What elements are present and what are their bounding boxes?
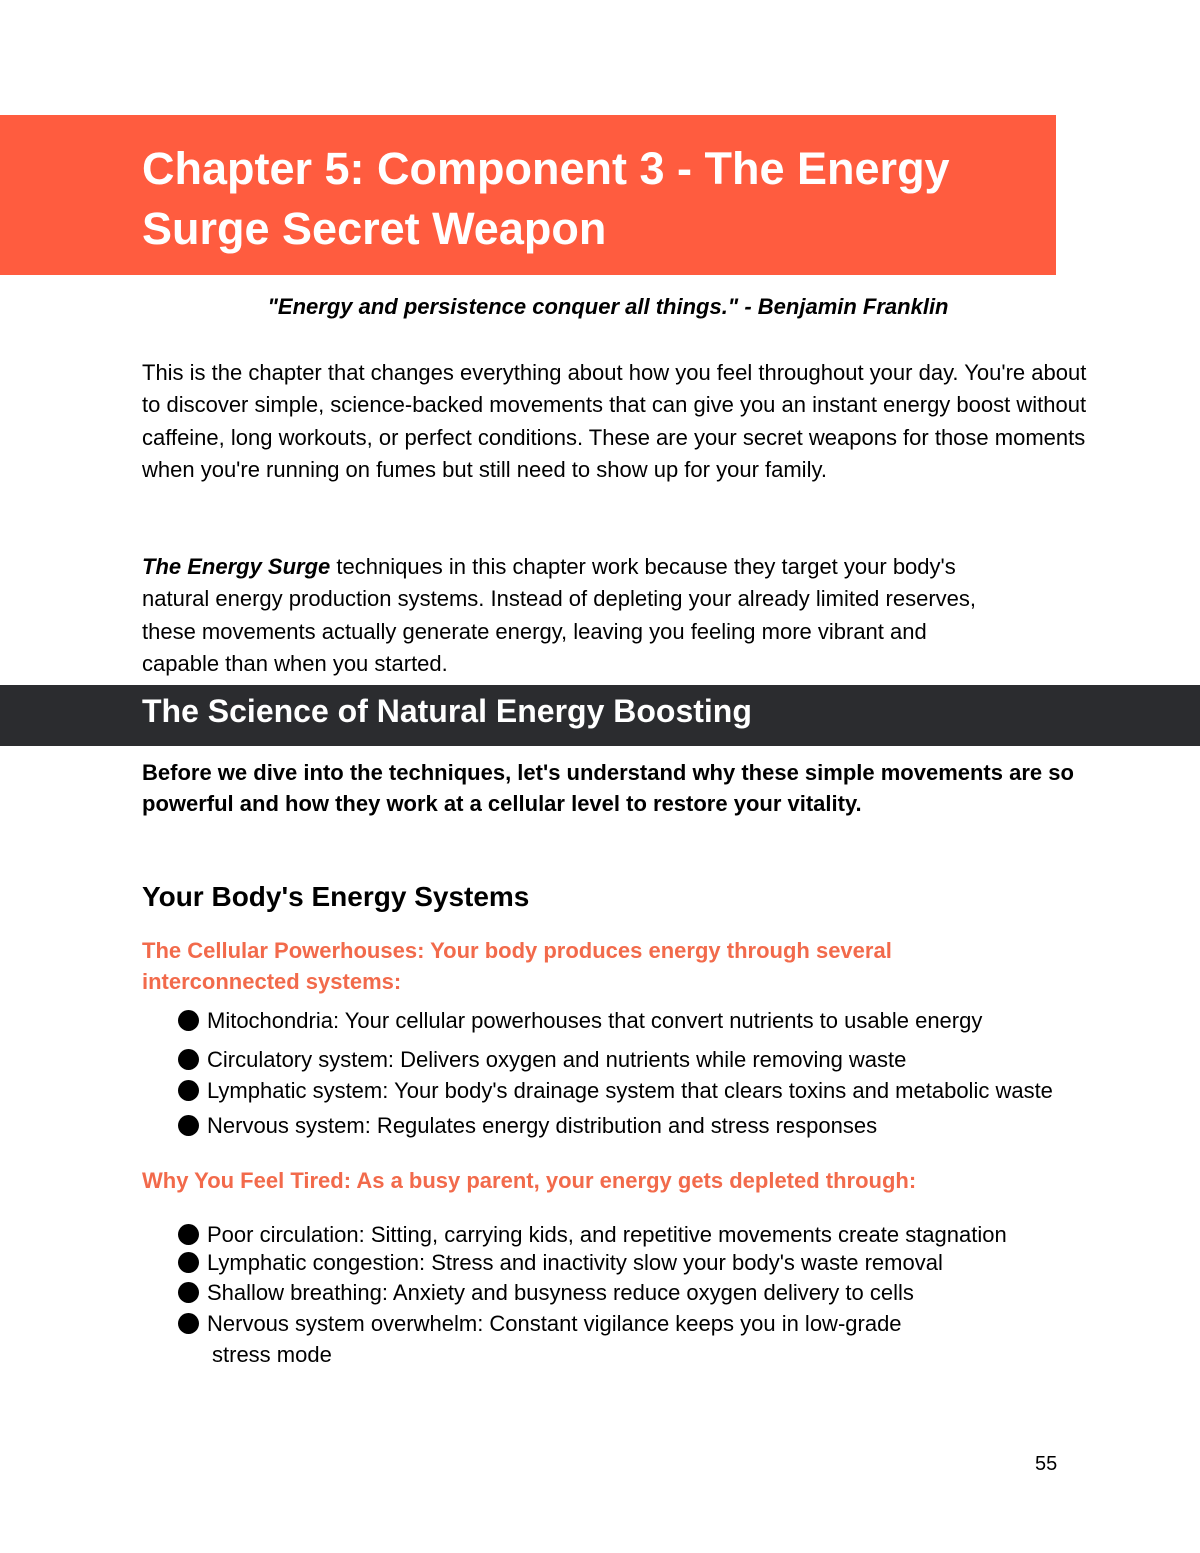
chapter-title bbox=[142, 139, 996, 259]
bullet-icon bbox=[178, 1010, 199, 1031]
bullet-icon bbox=[178, 1252, 199, 1273]
list-item: Nervous system overwhelm: Constant vigilance keeps you in low-grade stress mode bbox=[178, 1308, 978, 1370]
why-tired-heading: Why You Feel Tired: As a busy parent, your energy gets depleted through: bbox=[142, 1168, 917, 1193]
epigraph-quote: "Energy and persistence conquer all things." - Benjamin Franklin bbox=[267, 294, 949, 319]
list-item: Lymphatic system: Your body's drainage system that clears toxins and metabolic waste bbox=[178, 1075, 1053, 1106]
bullet-icon bbox=[178, 1080, 199, 1101]
page-number: 55 bbox=[1035, 1453, 1058, 1475]
list-item: Poor circulation: Sitting, carrying kids, and repetitive movements create stagnation bbox=[178, 1219, 1007, 1250]
intro-paragraph: This is the chapter that changes everything about how you feel throughout your day. You're about to discover simple, science-backed movements that can give you an instant energy boost without caffeine, long workouts, or perfect conditions. These are your secret weapons for those moments when you're running on fumes but still need to show up for your family. bbox=[142, 360, 1087, 483]
bullet-icon bbox=[178, 1224, 199, 1245]
chapter-title-line-1: Chapter 5: Component 3 - The Energy bbox=[142, 143, 950, 194]
section-intro: Before we dive into the techniques, let's understand why these simple movements are so powerful and how they work at a cellular level to restore your vitality. bbox=[142, 760, 1074, 816]
bullet-icon bbox=[178, 1115, 199, 1136]
energy-surge-lead: The Energy Surge bbox=[142, 554, 331, 579]
list-item: Circulatory system: Delivers oxygen and nutrients while removing waste bbox=[178, 1044, 906, 1075]
list-item: Mitochondria: Your cellular powerhouses that convert nutrients to usable energy bbox=[178, 1005, 982, 1036]
bullet-icon bbox=[178, 1282, 199, 1303]
bullet-icon bbox=[178, 1313, 199, 1334]
chapter-banner bbox=[0, 115, 1056, 275]
list-item: Shallow breathing: Anxiety and busyness reduce oxygen delivery to cells bbox=[178, 1277, 914, 1308]
energy-surge-body: techniques in this chapter work because they target your body's natural energy production systems. Instead of depleting your already limited reserves, these movements actually generate energy, leaving you feeling more vibrant and capable than when you started. bbox=[142, 554, 976, 677]
cellular-powerhouses-heading: The Cellular Powerhouses: Your body produces energy through several interconnected systems: bbox=[142, 938, 892, 994]
list-item-continuation: stress mode bbox=[212, 1342, 332, 1367]
bullet-icon bbox=[178, 1049, 199, 1070]
list-item: Nervous system: Regulates energy distribution and stress responses bbox=[178, 1110, 877, 1141]
energy-surge-paragraph bbox=[142, 551, 1002, 681]
chapter-title-line-2: Surge Secret Weapon bbox=[142, 203, 607, 254]
energy-systems-heading: Your Body's Energy Systems bbox=[142, 881, 530, 912]
section-header-bar bbox=[0, 685, 1200, 746]
list-item: Lymphatic congestion: Stress and inactivity slow your body's waste removal bbox=[178, 1247, 943, 1278]
section-title: The Science of Natural Energy Boosting bbox=[142, 693, 752, 729]
